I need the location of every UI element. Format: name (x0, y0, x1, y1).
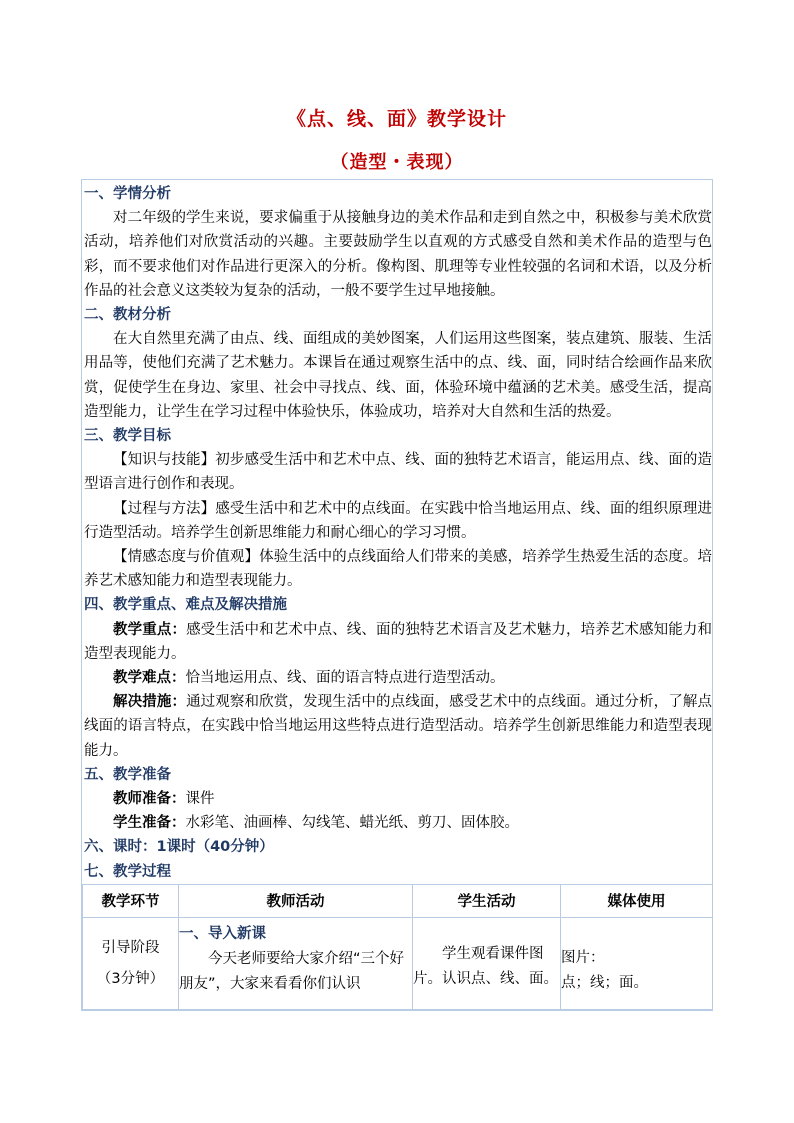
section-heading-class-hours: 六、课时：1课时（40分钟） (84, 839, 274, 856)
stage-name: 引导阶段 (101, 939, 160, 956)
table-row (83, 917, 713, 1009)
media-use-line2: 点；线；面。 (561, 974, 648, 991)
teacher-preparation-label: 教师准备： (113, 791, 186, 808)
student-analysis-text: 对二年级的学生来说，要求偏重于从接触身边的美术作品和走到自然之中，积极参与美术欣赏活动，培养他们对欣赏活动的兴趣。主要鼓励学生以直观的方式感受自然和美术作品的造型与色彩，而不要求他们对作品进行更深入的分析。像构图、肌理等专业性较强的名词和术语，以及分析作品的社会意义这类较为复杂的活动，一般不要学生过早地接触。 (84, 210, 712, 299)
student-preparation-label: 学生准备： (113, 815, 186, 832)
lesson-plan-body (82, 180, 712, 884)
difficulty-text: 恰当地运用点、线、面的语言特点进行造型活动。 (185, 670, 505, 687)
section-heading-student-analysis: 一、学情分析 (84, 186, 171, 202)
teacher-activity-heading: 一、导入新课 (179, 925, 266, 942)
document-title: 《点、线、面》教学设计 (286, 108, 507, 130)
student-preparation-text: 水彩笔、油画棒、勾线笔、蜡光纸、剪刀、固体胶。 (185, 815, 519, 832)
student-activity-text: 学生观看课件图片。认识点、线、面。 (413, 945, 558, 987)
stage-duration: （3分钟） (96, 970, 165, 987)
section-heading-preparation: 五、教学准备 (84, 766, 171, 783)
solution-text: 通过观察和欣赏，发现生活中的点线面，感受艺术中的点线面。通过分析，了解点线面的语言特点，在实践中恰当地运用这些特点进行造型活动。培养学生创新思维能力和造型表现能力。 (84, 694, 712, 759)
section-heading-objectives: 三、教学目标 (84, 428, 171, 445)
header-student-activity: 学生活动 (413, 884, 561, 917)
document-subtitle: （造型・表现） (330, 152, 464, 173)
teacher-activity-cell (179, 917, 413, 1009)
objective-process: 【过程与方法】感受生活中和艺术中的点线面。在实践中恰当地运用点、线、面的组织原理进行造型活动。培养学生创新思维能力和耐心细心的学习习惯。 (84, 500, 712, 541)
header-teacher-activity: 教师活动 (179, 884, 413, 917)
lesson-plan-sheet (81, 179, 713, 1011)
student-preparation (84, 811, 712, 835)
solution-paragraph (84, 690, 712, 763)
header-media-use: 媒体使用 (561, 884, 713, 917)
table-header-row (83, 884, 713, 917)
material-analysis-text: 在大自然里充满了由点、线、面组成的美妙图案，人们运用这些图案，装点建筑、服装、生活用品等，使他们充满了艺术魅力。本课旨在通过观察生活中的点、线、面，同时结合绘画作品来欣赏，促使学生在身边、家里、社会中寻找点、线、面，体验环境中蕴涵的艺术美。感受生活，提高造型能力，让学生在学习过程中体验快乐，体验成功，培养对大自然和生活的热爱。 (84, 331, 712, 420)
media-use-cell (561, 917, 713, 1009)
section-heading-material-analysis: 二、教材分析 (84, 307, 171, 324)
key-point-text: 感受生活中和艺术中点、线、面的独特艺术语言及艺术魅力，培养艺术感知能力和造型表现能力。 (84, 621, 712, 662)
key-point-label: 教学重点： (113, 621, 187, 638)
teacher-preparation (84, 787, 712, 811)
objective-knowledge: 【知识与技能】初步感受生活中和艺术中点、线、面的独特艺术语言，能运用点、线、面的造型语言进行创作和表现。 (84, 452, 712, 493)
teacher-preparation-text: 课件 (185, 791, 215, 808)
media-use-line1: 图片： (561, 949, 605, 966)
difficulty-label: 教学难点： (113, 670, 186, 687)
teaching-process-table (82, 884, 713, 1010)
header-stage: 教学环节 (83, 884, 179, 917)
difficulty-paragraph (84, 666, 712, 690)
section-heading-key-points: 四、教学重点、难点及解决措施 (84, 597, 287, 614)
objective-attitude: 【情感态度与价值观】体验生活中的点线面给人们带来的美感，培养学生热爱生活的态度。培养艺术感知能力和造型表现能力。 (84, 549, 712, 590)
student-activity-cell (413, 917, 561, 1009)
teacher-activity-text: 今天老师要给大家介绍“三个好朋友”，大家来看看你们认识 (179, 950, 405, 992)
section-heading-process: 七、教学过程 (84, 863, 171, 880)
solution-label: 解决措施： (113, 694, 187, 711)
key-point-paragraph (84, 618, 712, 666)
stage-cell (83, 917, 179, 1009)
